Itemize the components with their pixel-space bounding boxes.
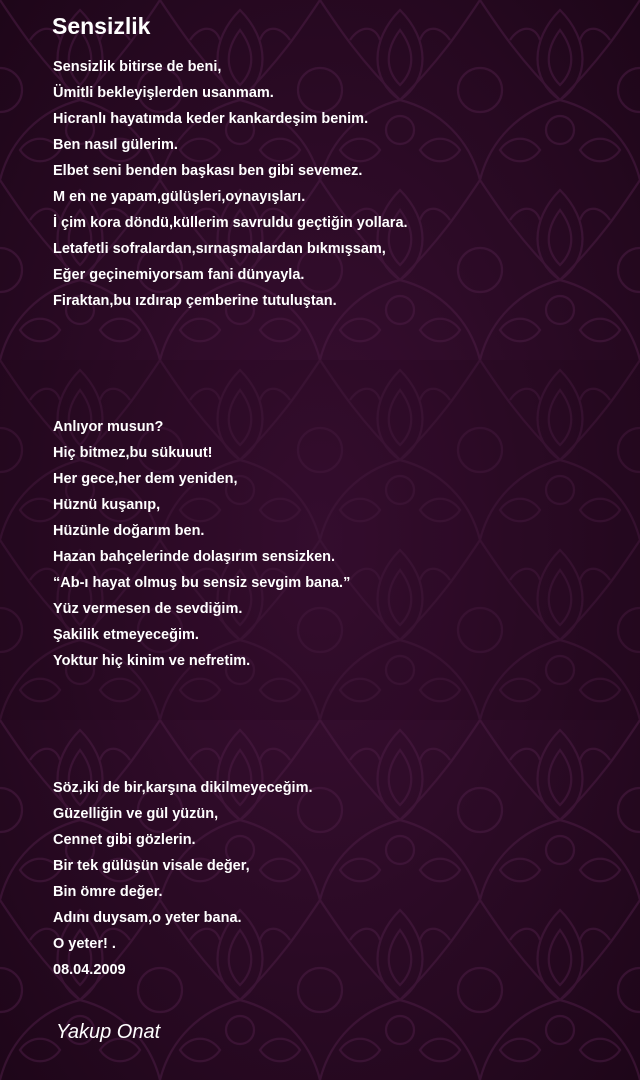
poem-line: Sensizlik bitirse de beni, [53, 59, 222, 75]
poem-line: “Ab-ı hayat olmuş bu sensiz sevgim bana.” [53, 575, 351, 591]
poem-line: O yeter! . [53, 936, 116, 952]
poem-line: Yüz vermesen de sevdiğim. [53, 601, 243, 617]
poem-title: Sensizlik [52, 13, 151, 39]
poem-line: İ çim kora döndü,küllerim savruldu geçtiğin yollara. [53, 215, 408, 231]
poem-line: Eğer geçinemiyorsam fani dünyayla. [53, 267, 305, 283]
poem-line: Ümitli bekleyişlerden usanmam. [53, 85, 274, 101]
poem-line: Söz,iki de bir,karşına dikilmeyeceğim. [53, 780, 313, 796]
poem-line: Yoktur hiç kinim ve nefretim. [53, 653, 251, 669]
poem-line: Elbet seni benden başkası ben gibi sevemez. [53, 163, 363, 179]
stanza-3 [53, 775, 313, 983]
poem-line: Hüznü kuşanıp, [53, 497, 161, 513]
stanza-2 [53, 414, 350, 674]
poem-line: Hiç bitmez,bu sükuuut! [53, 445, 213, 461]
poem-line: Bir tek gülüşün visale değer, [53, 858, 250, 874]
poem-line: Firaktan,bu ızdırap çemberine tutuluştan. [53, 293, 337, 309]
poem-line: Güzelliğin ve gül yüzün, [53, 806, 219, 822]
poem-line: Hüzünle doğarım ben. [53, 523, 205, 539]
poem-line: Her gece,her dem yeniden, [53, 471, 238, 487]
poem-line: Anlıyor musun? [53, 419, 164, 435]
poem-author: Yakup Onat [56, 1021, 161, 1043]
poem-date: 08.04.2009 [53, 962, 126, 978]
poem-line: M en ne yapam,gülüşleri,oynayışları. [53, 189, 306, 205]
poem-line: Şakilik etmeyeceğim. [53, 627, 199, 643]
poem-line: Adını duysam,o yeter bana. [53, 910, 242, 926]
poem-line: Bin ömre değer. [53, 884, 163, 900]
stanza-1 [53, 54, 408, 314]
poem-line: Letafetli sofralardan,sırnaşmalardan bıkmışsam, [53, 241, 386, 257]
poem-line: Cennet gibi gözlerin. [53, 832, 196, 848]
poem-line: Hicranlı hayatımda keder kankardeşim benim. [53, 111, 369, 127]
poem-line: Ben nasıl gülerim. [53, 137, 178, 153]
poem-line: Hazan bahçelerinde dolaşırım sensizken. [53, 549, 336, 565]
